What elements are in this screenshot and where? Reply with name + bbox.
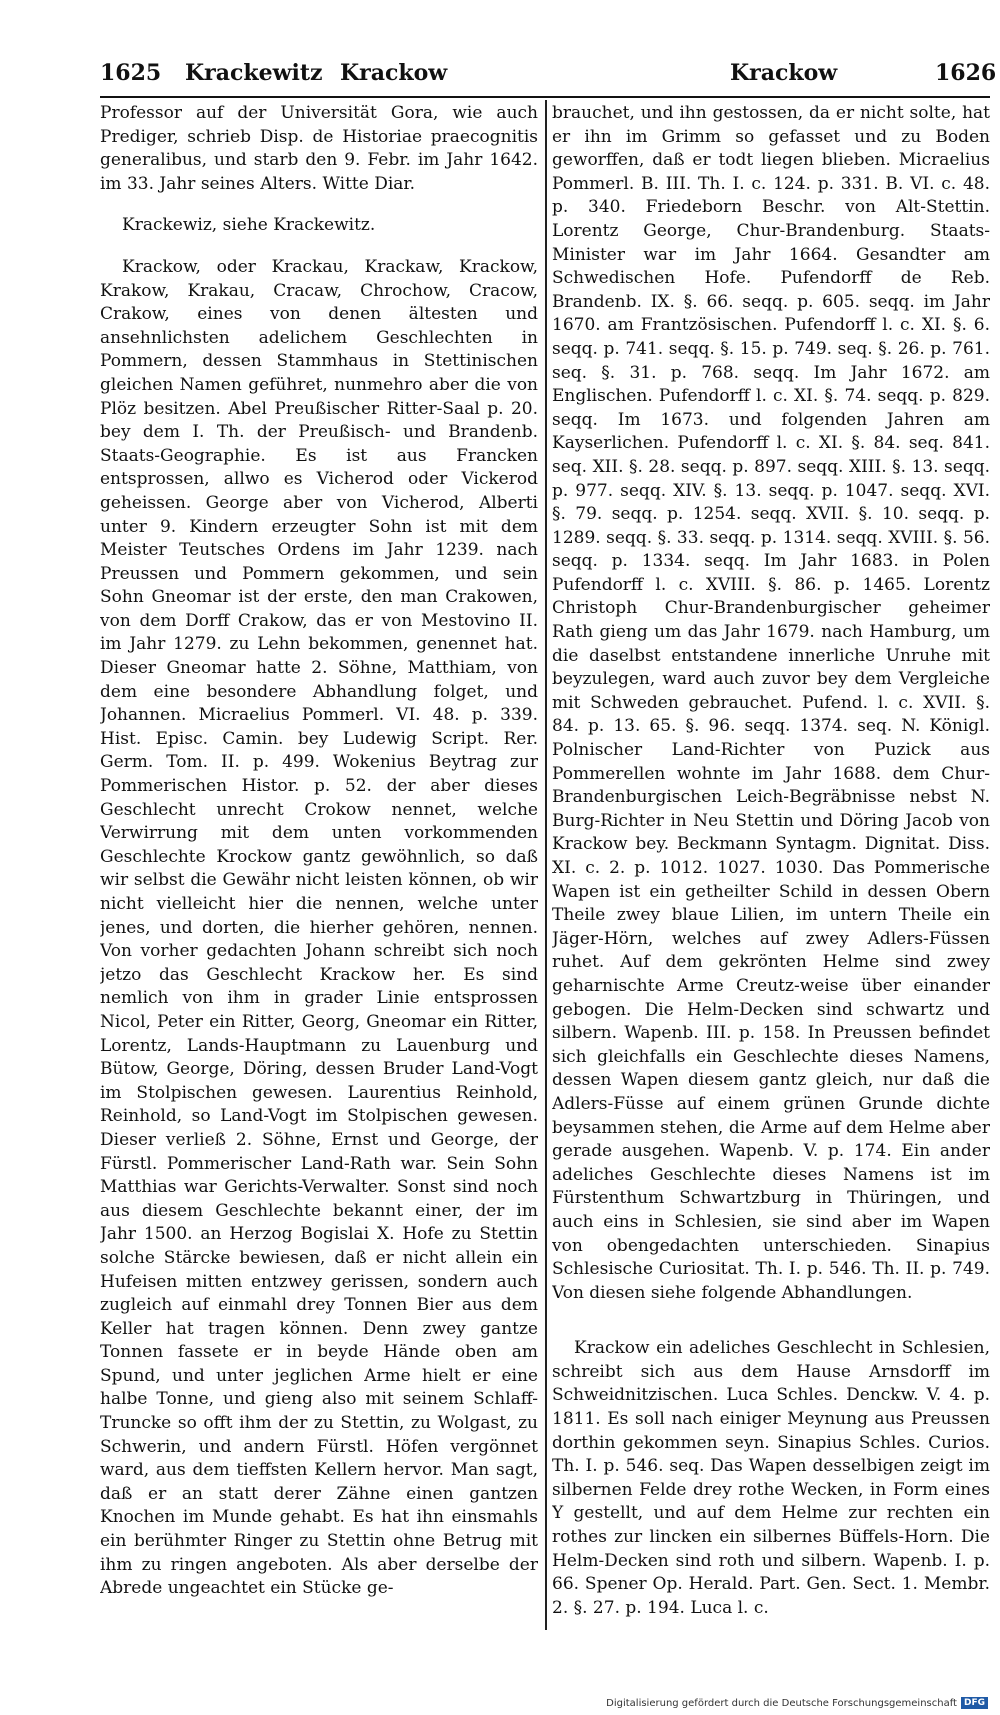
left-catchword-1: Krackewitz [185, 60, 323, 86]
dfg-logo: DFG [961, 1697, 988, 1709]
header-rule [100, 96, 990, 98]
spacer [100, 196, 538, 214]
spacer [100, 238, 538, 256]
footer-text: Digitalisierung gefördert durch die Deutsche Forschungsgemeinschaft [606, 1697, 957, 1709]
entry-krackow: Krackow, oder Krackau, Krackaw, Krackow, Krakow, Krakau, Cracaw, Chrochow, Cracow, Crakow, eines von denen ältesten und ansehnlichsten adelichem Geschlechten in Pommern, dessen Stammhaus in Stettinischen gleichen Namen geführet, nunmehro aber die von Plöz besitzen. Abel Preußischer Ritter-Saal p. 20. bey dem I. Th. der Preußisch- und Brandenb. Staats-Geographie. Es ist aus Francken entsprossen, allwo es Vicherod oder Vickerod geheissen. George aber von Vicherod, Alberti unter 9. Kindern erzeugter Sohn ist mit dem Meister Teutsches Ordens im Jahr 1239. nach Preussen und Pommern gekommen, und sein Sohn Gneomar ist der erste, den man Crakowen, von dem Dorff Crakow, das er von Mestovino II. im Jahr 1279. zu Lehn bekommen, genennet hat. Dieser Gneomar hatte 2. Söhne, Matthiam, von dem eine besondere Abhandlung folget, und Johannen. Micraelius Pommerl. VI. 48. p. 339. Hist. Episc. Camin. bey Ludewig Script. Rer. Germ. Tom. II. p. 499. Wokenius Beytrag zur Pommerischen Histor. p. 52. der aber dieses Geschlecht unrecht Crokow nennet, welche Verwirrung mit dem unten vorkommenden Geschlechte Krockow gantz gewöhnlich, so daß wir selbst die Gewähr nicht leisten können, ob wir nicht vielleicht hier die nennen, welche unter jenes, und dorten, die hierher gehören, nennen. Von vorher gedachten Johann schreibt sich noch jetzo das Geschlecht Krackow her. Es sind nemlich von ihm in grader Linie entsprossen Nicol, Peter ein Ritter, Georg, Gneomar ein Ritter, Lorentz, Lands-Hauptmann zu Lauenburg und Bütow, George, Döring, dessen Bruder Land-Vogt im Stolpischen gewesen. Laurentius Reinhold, Reinhold, so Land-Vogt im Stolpischen gewesen. Dieser verließ 2. Söhne, Ernst und George, der Fürstl. Pommerischer Land-Rath war. Sein Sohn Matthias war Gerichts-Verwalter. Sonst sind noch aus diesem Geschlechte bekannt einer, der im Jahr 1500. an Herzog Bogislai X. Hofe zu Stettin solche Stärcke bewiesen, daß er nicht allein ein Hufeisen mitten entzwey gerissen, sondern auch zugleich auf einmahl drey Tonnen Bier aus dem Keller hat tragen können. Denn zwey gantze Tonnen fassete er in beyde Hände oben am Spund, und unter jeglichen Arme hielt er eine halbe Tonne, und gieng also mit seinem Schlaff-Truncke so offt ihm der zu Stettin, zu Wolgast, zu Schwerin, und andern Fürstl. Höfen vergönnet ward, aus dem tieffsten Kellern hervor. Man sagt, daß er an statt derer Zähne einen gantzen Knochen im Munde gehabt. Es hat ihn einsmahls ein berühmter Ringer zu Stettin ohne Betrug mit ihm zu ringen angeboten. Als aber derselbe der Abrede ungeachtet ein Stücke ge- [100, 256, 538, 1599]
right-page-number: 1626 [935, 60, 997, 86]
continuation-paragraph: Professor auf der Universität Gora, wie auch Prediger, schrieb Disp. de Historiae praecognitis generalibus, und starb den 9. Febr. im Jahr 1642. im 33. Jahr seines Alters. Witte Diar. [100, 103, 538, 194]
column-divider [545, 100, 547, 1630]
entry-krackewiz: Krackewiz, siehe Krackewitz. [122, 215, 376, 236]
digitization-footer [606, 1697, 988, 1709]
continuation-paragraph: brauchet, und ihn gestossen, da er nicht solte, hat er ihn im Grimm so gefasset und zu Boden geworffen, daß er todt liegen blieben. Micraelius Pommerl. B. III. Th. I. c. 124. p. 331. B. VI. c. 48. p. 340. Friedeborn Beschr. von Alt-Stettin. Lorentz George, Chur-Brandenburg. Staats-Minister war im Jahr 1664. Gesandter am Schwedischen Hofe. Pufendorff de Reb. Brandenb. IX. §. 66. seqq. p. 605. seqq. im Jahr 1670. am Frantzösischen. Pufendorff l. c. XI. §. 6. seqq. p. 741. seqq. §. 15. p. 749. seq. §. 26. p. 761. seq. §. 31. p. 768. seqq. Im Jahr 1672. am Englischen. Pufendorff l. c. XI. §. 74. seqq. p. 829. seqq. Im 1673. und folgenden Jahren am Kayserlichen. Pufendorff l. c. XI. §. 84. seq. 841. seq. XII. §. 28. seqq. p. 897. seqq. XIII. §. 13. seqq. p. 977. seqq. XIV. §. 13. seqq. p. 1047. seqq. XVI. §. 79. seqq. p. 1254. seqq. XVII. §. 10. seqq. p. 1289. seqq. §. 33. seqq. p. 1314. seqq. XVIII. §. 56. seqq. p. 1334. seqq. Im Jahr 1683. in Polen Pufendorff l. c. XVIII. §. 86. p. 1465. Lorentz Christoph Chur-Brandenburgischer geheimer Rath gieng um das Jahr 1679. nach Hamburg, um die daselbst entstandene innerliche Unruhe mit beyzulegen, ward auch zuvor bey dem Vergleiche mit Schweden gebrauchet. Pufend. l. c. XVII. §. 84. p. 13. 65. §. 96. seqq. 1374. seq. N. Königl. Polnischer Land-Richter von Puzick aus Pommerellen wohnte im Jahr 1688. dem Chur-Brandenburgischen Leich-Begräbnisse nebst N. Burg-Richter in Neu Stettin und Döring Jacob von Krackow bey. Beckmann Syntagm. Dignitat. Diss. XI. c. 2. p. 1012. 1027. 1030. Das Pommerische Wapen ist ein getheilter Schild in dessen Obern Theile zwey blaue Lilien, im untern Theile ein Jäger-Hörn, welches auf zwey Adlers-Füssen ruhet. Auf dem gekrönten Helme sind zwey geharnischte Arme Creutz-weise über einander gebogen. Die Helm-Decken sind schwartz und silbern. Wapenb. III. p. 158. In Preussen befindet sich gleichfalls ein Geschlechte dieses Namens, dessen Wapen diesem gantz gleich, nur daß die Adlers-Füsse auf einem grünen Grunde dichte beysammen stehen, die Arme auf dem Helme aber gerade ausgehen. Wapenb. V. p. 174. Ein ander adeliches Geschlechte dieses Namens ist im Fürstenthum Schwartzburg in Thüringen, und auch eins in Schlesien, sie sind aber im Wapen von obengedachten unterschieden. Sinapius Schlesische Curiositat. Th. I. p. 546. Th. II. p. 749. Von diesen siehe folgende Abhandlungen. [552, 103, 990, 1303]
entry-krackow-schlesien: Krackow ein adeliches Geschlecht in Schlesien, schreibt sich aus dem Hause Arnsdorff im Schweidnitzischen. Luca Schles. Denckw. V. 4. p. 1811. Es soll nach einiger Meynung aus Preussen dorthin gekommen seyn. Sinapius Schles. Curios. Th. I. p. 546. seq. Das Wapen desselbigen zeigt im silbernen Felde drey rothe Wecken, in Form eines Y gestellt, und auf dem Helme zur rechten ein rothes zur lincken ein silbernes Büffels-Horn. Die Helm-Decken sind roth und silbern. Wapenb. I. p. 66. Spener Op. Herald. Part. Gen. Sect. 1. Membr. 2. §. 27. p. 194. Luca l. c. [552, 1338, 990, 1618]
running-head [100, 56, 997, 94]
spacer [552, 1305, 990, 1337]
left-catchword-2: Krackow [340, 60, 448, 86]
right-catchword: Krackow [730, 60, 838, 86]
right-column [552, 102, 990, 1637]
left-page-number: 1625 [100, 60, 162, 86]
left-column [100, 102, 538, 1637]
